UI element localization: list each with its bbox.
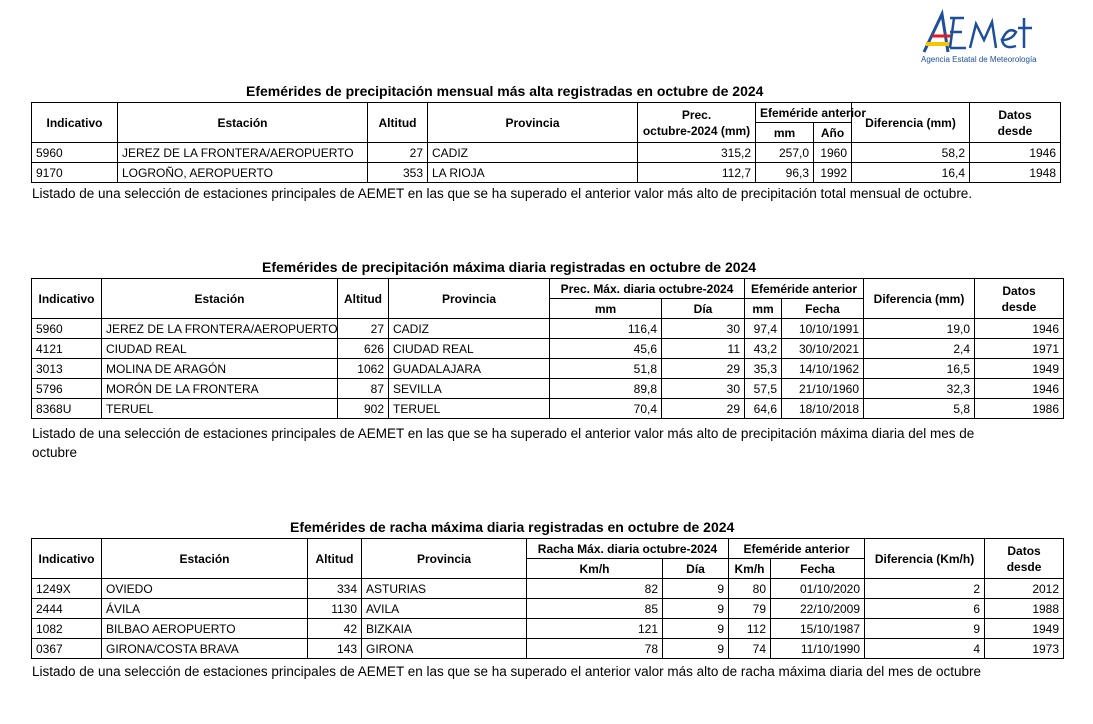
- cell-altitud: 626: [338, 339, 389, 359]
- monthly-precip-table: [31, 102, 1061, 183]
- cell-desde: 1948: [970, 163, 1061, 183]
- cell-desde: 1946: [975, 319, 1064, 339]
- cell-estacion: GIRONA/COSTA BRAVA: [102, 639, 308, 659]
- section2-note-line1: Listado de una selección de estaciones principales de AEMET en las que se ha superado el anterior valor más alto de precipitación máxima diaria del mes de: [32, 426, 975, 441]
- header-provincia: Provincia: [389, 279, 550, 319]
- cell-diferencia: 19,0: [864, 319, 975, 339]
- header-racha-max: Racha Máx. diaria octubre-2024: [527, 539, 729, 559]
- cell-provincia: LA RIOJA: [428, 163, 638, 183]
- cell-mm: 116,4: [550, 319, 662, 339]
- cell-ant-kmh: 80: [729, 579, 771, 599]
- header-datos-line2: desde: [1001, 299, 1037, 314]
- header-altitud: Altitud: [308, 539, 362, 579]
- header-prec-line1: Prec.: [681, 107, 712, 122]
- header-indicativo: Indicativo: [32, 279, 102, 319]
- daily-precip-table: [31, 278, 1064, 419]
- cell-altitud: 902: [338, 399, 389, 419]
- cell-altitud: 143: [308, 639, 362, 659]
- section3-title: Efemérides de racha máxima diaria registradas en octubre de 2024: [290, 519, 735, 535]
- table-row: [32, 639, 1064, 659]
- cell-indicativo: 8368U: [32, 399, 102, 419]
- header-datos: [975, 279, 1064, 319]
- header-provincia: Provincia: [428, 103, 638, 143]
- header-altitud: Altitud: [368, 103, 428, 143]
- table-row: [32, 163, 1061, 183]
- cell-desde: 1971: [975, 339, 1064, 359]
- header-indicativo: Indicativo: [32, 539, 102, 579]
- table-row: [32, 579, 1064, 599]
- cell-diferencia: 5,8: [864, 399, 975, 419]
- cell-fecha: 21/10/1960: [782, 379, 864, 399]
- header-efemeride: Efeméride anterior: [756, 103, 852, 123]
- cell-provincia: TERUEL: [389, 399, 550, 419]
- cell-dia: 9: [663, 599, 729, 619]
- cell-indicativo: 5960: [32, 319, 102, 339]
- header-fecha: Fecha: [771, 559, 865, 579]
- cell-diferencia: 32,3: [864, 379, 975, 399]
- header-anio: Año: [814, 123, 852, 143]
- header-ant-mm: mm: [745, 299, 782, 319]
- cell-provincia: ASTURIAS: [362, 579, 527, 599]
- cell-provincia: GUADALAJARA: [389, 359, 550, 379]
- cell-indicativo: 4121: [32, 339, 102, 359]
- cell-ant-mm: 43,2: [745, 339, 782, 359]
- cell-diferencia: 4: [865, 639, 985, 659]
- table-row: [32, 599, 1064, 619]
- section1-title: Efemérides de precipitación mensual más alta registradas en octubre de 2024: [246, 83, 764, 99]
- cell-estacion: MORÓN DE LA FRONTERA: [102, 379, 338, 399]
- header-diferencia: Diferencia (mm): [852, 103, 970, 143]
- cell-indicativo: 2444: [32, 599, 102, 619]
- cell-altitud: 42: [308, 619, 362, 639]
- logo-subtitle: Agencia Estatal de Meteorología: [921, 55, 1037, 64]
- cell-indicativo: 5796: [32, 379, 102, 399]
- header-mm: mm: [756, 123, 814, 143]
- section2-body: [32, 319, 1064, 419]
- cell-dia: 29: [662, 399, 745, 419]
- cell-diferencia: 58,2: [852, 143, 970, 163]
- cell-ant-kmh: 79: [729, 599, 771, 619]
- cell-provincia: BIZKAIA: [362, 619, 527, 639]
- cell-fecha: 15/10/1987: [771, 619, 865, 639]
- cell-mm: 89,8: [550, 379, 662, 399]
- table-row: [32, 379, 1064, 399]
- cell-ant-mm: 64,6: [745, 399, 782, 419]
- header-prec: [638, 103, 756, 143]
- cell-altitud: 334: [308, 579, 362, 599]
- table-row: [32, 319, 1064, 339]
- cell-estacion: CIUDAD REAL: [102, 339, 338, 359]
- cell-dia: 9: [663, 639, 729, 659]
- header-estacion: Estación: [102, 279, 338, 319]
- header-diferencia: Diferencia (mm): [864, 279, 975, 319]
- header-provincia: Provincia: [362, 539, 527, 579]
- table-row: [32, 399, 1064, 419]
- cell-dia: 30: [662, 379, 745, 399]
- cell-provincia: GIRONA: [362, 639, 527, 659]
- table-row: [32, 339, 1064, 359]
- wind-gust-table: [31, 538, 1064, 659]
- table-row: [32, 619, 1064, 639]
- header-datos-line1: Datos: [1007, 543, 1041, 558]
- cell-provincia: CIUDAD REAL: [389, 339, 550, 359]
- cell-ant-mm: 57,5: [745, 379, 782, 399]
- section2-title: Efemérides de precipitación máxima diaria registradas en octubre de 2024: [262, 259, 757, 275]
- table-row: [32, 359, 1064, 379]
- cell-prec: 112,7: [638, 163, 756, 183]
- cell-ant-kmh: 74: [729, 639, 771, 659]
- cell-fecha: 01/10/2020: [771, 579, 865, 599]
- header-ant-kmh: Km/h: [729, 559, 771, 579]
- header-kmh: Km/h: [527, 559, 663, 579]
- cell-dia: 11: [662, 339, 745, 359]
- header-efemeride: Efeméride anterior: [729, 539, 865, 559]
- cell-desde: 1946: [970, 143, 1061, 163]
- cell-estacion: JEREZ DE LA FRONTERA/AEROPUERTO: [118, 143, 368, 163]
- cell-mm: 51,8: [550, 359, 662, 379]
- cell-ant-mm: 97,4: [745, 319, 782, 339]
- cell-estacion: OVIEDO: [102, 579, 308, 599]
- cell-fecha: 22/10/2009: [771, 599, 865, 619]
- cell-indicativo: 1249X: [32, 579, 102, 599]
- cell-fecha: 10/10/1991: [782, 319, 864, 339]
- cell-fecha: 14/10/1962: [782, 359, 864, 379]
- table-row: [32, 143, 1061, 163]
- cell-indicativo: 1082: [32, 619, 102, 639]
- cell-diferencia: 16,5: [864, 359, 975, 379]
- cell-fecha: 11/10/1990: [771, 639, 865, 659]
- header-datos-line1: Datos: [1002, 283, 1036, 298]
- header-prec-line2: octubre-2024 (mm): [642, 123, 751, 138]
- cell-dia: 9: [663, 619, 729, 639]
- cell-dia: 29: [662, 359, 745, 379]
- cell-diferencia: 6: [865, 599, 985, 619]
- cell-estacion: TERUEL: [102, 399, 338, 419]
- cell-estacion: BILBAO AEROPUERTO: [102, 619, 308, 639]
- header-datos: [970, 103, 1061, 143]
- cell-estacion: ÁVILA: [102, 599, 308, 619]
- header-estacion: Estación: [118, 103, 368, 143]
- cell-ant-kmh: 112: [729, 619, 771, 639]
- header-estacion: Estación: [102, 539, 308, 579]
- cell-desde: 1973: [985, 639, 1064, 659]
- cell-prec: 315,2: [638, 143, 756, 163]
- header-datos-line1: Datos: [998, 107, 1032, 122]
- header-diferencia: Diferencia (Km/h): [865, 539, 985, 579]
- header-altitud: Altitud: [338, 279, 389, 319]
- cell-estacion: MOLINA DE ARAGÓN: [102, 359, 338, 379]
- cell-ant-mm: 257,0: [756, 143, 814, 163]
- cell-provincia: AVILA: [362, 599, 527, 619]
- cell-fecha: 18/10/2018: [782, 399, 864, 419]
- cell-mm: 45,6: [550, 339, 662, 359]
- header-datos-line2: desde: [997, 123, 1033, 138]
- aemet-logo: [912, 4, 1062, 70]
- cell-provincia: CADIZ: [428, 143, 638, 163]
- cell-diferencia: 16,4: [852, 163, 970, 183]
- cell-altitud: 87: [338, 379, 389, 399]
- cell-diferencia: 2: [865, 579, 985, 599]
- cell-dia: 9: [663, 579, 729, 599]
- cell-estacion: LOGROÑO, AEROPUERTO: [118, 163, 368, 183]
- section1-note: Listado de una selección de estaciones principales de AEMET en las que se ha superado el anterior valor más alto de precipitación total mensual de octubre.: [32, 186, 973, 201]
- cell-altitud: 1130: [308, 599, 362, 619]
- cell-desde: 1949: [975, 359, 1064, 379]
- section3-note: Listado de una selección de estaciones principales de AEMET en las que se ha superado el anterior valor más alto de racha máxima diaria del mes de octubre: [32, 664, 982, 679]
- cell-altitud: 27: [368, 143, 428, 163]
- cell-diferencia: 9: [865, 619, 985, 639]
- header-mm: mm: [550, 299, 662, 319]
- header-dia: Día: [662, 299, 745, 319]
- cell-altitud: 27: [338, 319, 389, 339]
- cell-desde: 1986: [975, 399, 1064, 419]
- cell-desde: 1988: [985, 599, 1064, 619]
- cell-kmh: 82: [527, 579, 663, 599]
- header-prec-max: Prec. Máx. diaria octubre-2024: [550, 279, 745, 299]
- header-fecha: Fecha: [782, 299, 864, 319]
- cell-indicativo: 3013: [32, 359, 102, 379]
- cell-indicativo: 0367: [32, 639, 102, 659]
- cell-altitud: 1062: [338, 359, 389, 379]
- cell-mm: 70,4: [550, 399, 662, 419]
- cell-desde: 1946: [975, 379, 1064, 399]
- cell-fecha: 30/10/2021: [782, 339, 864, 359]
- cell-altitud: 353: [368, 163, 428, 183]
- cell-provincia: CADIZ: [389, 319, 550, 339]
- cell-kmh: 85: [527, 599, 663, 619]
- cell-dia: 30: [662, 319, 745, 339]
- section2-note-line2: octubre: [32, 445, 78, 460]
- header-datos: [985, 539, 1064, 579]
- cell-ant-mm: 35,3: [745, 359, 782, 379]
- cell-ant-anio: 1960: [814, 143, 852, 163]
- header-indicativo: Indicativo: [32, 103, 118, 143]
- header-datos-line2: desde: [1006, 559, 1042, 574]
- cell-kmh: 121: [527, 619, 663, 639]
- cell-ant-mm: 96,3: [756, 163, 814, 183]
- header-dia: Día: [663, 559, 729, 579]
- cell-indicativo: 9170: [32, 163, 118, 183]
- cell-provincia: SEVILLA: [389, 379, 550, 399]
- cell-estacion: JEREZ DE LA FRONTERA/AEROPUERTO: [102, 319, 338, 339]
- cell-diferencia: 2,4: [864, 339, 975, 359]
- header-efemeride: Efeméride anterior: [745, 279, 864, 299]
- section2-note: [32, 424, 1072, 462]
- cell-kmh: 78: [527, 639, 663, 659]
- cell-desde: 2012: [985, 579, 1064, 599]
- cell-ant-anio: 1992: [814, 163, 852, 183]
- cell-indicativo: 5960: [32, 143, 118, 163]
- cell-desde: 1949: [985, 619, 1064, 639]
